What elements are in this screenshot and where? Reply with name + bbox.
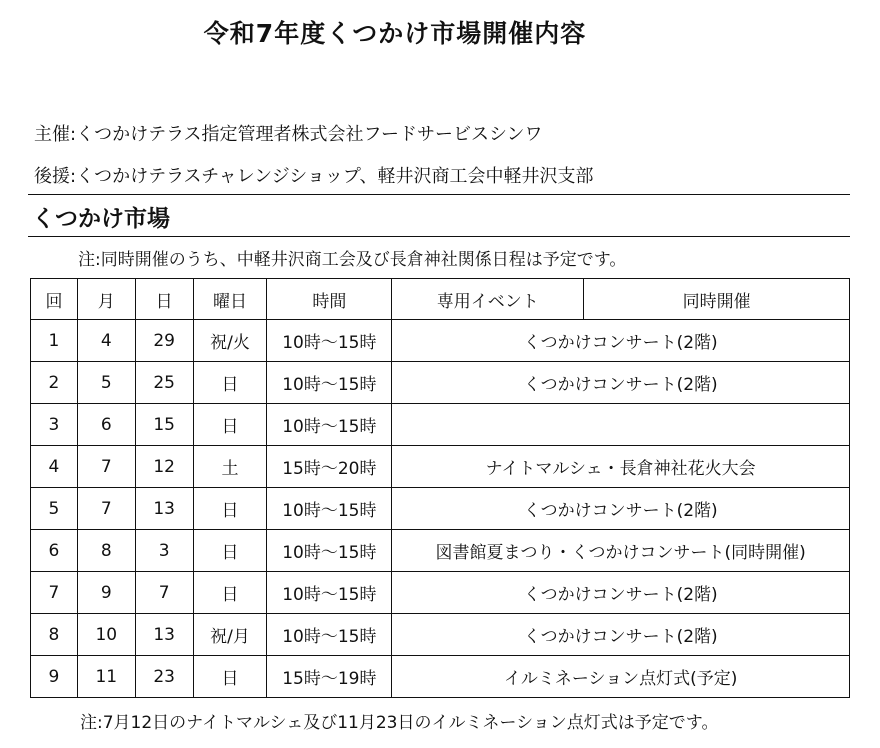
cell-weekday: 日 <box>193 572 267 614</box>
cell-note: くつかけコンサート(2階) <box>392 362 850 404</box>
cell-note: 図書館夏まつり・くつかけコンサート(同時開催) <box>392 530 850 572</box>
table-header-row <box>31 279 850 320</box>
cell-month: 11 <box>77 656 135 698</box>
cell-note: くつかけコンサート(2階) <box>392 572 850 614</box>
cell-time: 15時～20時 <box>267 446 392 488</box>
cell-day: 13 <box>135 614 193 656</box>
cell-weekday: 土 <box>193 446 267 488</box>
cell-time: 10時～15時 <box>267 404 392 446</box>
table-row <box>31 320 850 362</box>
cell-note: イルミネーション点灯式(予定) <box>392 656 850 698</box>
cell-weekday: 祝/月 <box>193 614 267 656</box>
table-row <box>31 572 850 614</box>
table-row <box>31 446 850 488</box>
header-month: 月 <box>77 279 135 320</box>
header-weekday: 曜日 <box>193 279 267 320</box>
organizer-line: 主催:くつかけテラス指定管理者株式会社フードサービスシンワ <box>34 124 543 145</box>
header-time: 時間 <box>267 279 392 320</box>
cell-round: 6 <box>31 530 78 572</box>
cell-time: 15時～19時 <box>267 656 392 698</box>
header-concurrent: 同時開催 <box>584 279 850 320</box>
section-divider-top <box>28 194 850 195</box>
cell-time: 10時～15時 <box>267 530 392 572</box>
cell-round: 5 <box>31 488 78 530</box>
cell-day: 23 <box>135 656 193 698</box>
cell-note: くつかけコンサート(2階) <box>392 488 850 530</box>
cell-weekday: 日 <box>193 488 267 530</box>
cell-round: 8 <box>31 614 78 656</box>
table-row <box>31 362 850 404</box>
cell-month: 5 <box>77 362 135 404</box>
cell-round: 1 <box>31 320 78 362</box>
section-heading: くつかけ市場 <box>32 206 170 232</box>
cell-day: 25 <box>135 362 193 404</box>
cell-round: 4 <box>31 446 78 488</box>
cell-round: 9 <box>31 656 78 698</box>
cell-weekday: 祝/火 <box>193 320 267 362</box>
cell-time: 10時～15時 <box>267 614 392 656</box>
cell-round: 7 <box>31 572 78 614</box>
cell-note: くつかけコンサート(2階) <box>392 320 850 362</box>
cell-weekday: 日 <box>193 656 267 698</box>
cell-day: 12 <box>135 446 193 488</box>
cell-month: 4 <box>77 320 135 362</box>
cell-month: 7 <box>77 488 135 530</box>
header-event: 専用イベント <box>392 279 584 320</box>
table-row <box>31 404 850 446</box>
cell-weekday: 日 <box>193 530 267 572</box>
table-row <box>31 530 850 572</box>
cell-weekday: 日 <box>193 362 267 404</box>
cell-weekday: 日 <box>193 404 267 446</box>
table-row <box>31 488 850 530</box>
cell-month: 10 <box>77 614 135 656</box>
cell-note: くつかけコンサート(2階) <box>392 614 850 656</box>
support-line: 後援:くつかけテラスチャレンジショップ、軽井沢商工会中軽井沢支部 <box>34 166 594 187</box>
cell-day: 3 <box>135 530 193 572</box>
header-round: 回 <box>31 279 78 320</box>
cell-day: 29 <box>135 320 193 362</box>
table-row <box>31 614 850 656</box>
cell-time: 10時～15時 <box>267 362 392 404</box>
schedule-table <box>30 278 850 698</box>
section-divider-bottom <box>28 236 850 237</box>
cell-month: 8 <box>77 530 135 572</box>
cell-month: 6 <box>77 404 135 446</box>
cell-time: 10時～15時 <box>267 488 392 530</box>
cell-day: 13 <box>135 488 193 530</box>
cell-round: 2 <box>31 362 78 404</box>
cell-round: 3 <box>31 404 78 446</box>
cell-time: 10時～15時 <box>267 572 392 614</box>
cell-month: 9 <box>77 572 135 614</box>
bottom-note: 注:7月12日のナイトマルシェ及び11月23日のイルミネーション点灯式は予定です。 <box>80 713 719 733</box>
header-day: 日 <box>135 279 193 320</box>
cell-note: ナイトマルシェ・長倉神社花火大会 <box>392 446 850 488</box>
table-row <box>31 656 850 698</box>
cell-day: 15 <box>135 404 193 446</box>
top-note: 注:同時開催のうち、中軽井沢商工会及び長倉神社関係日程は予定です。 <box>78 250 627 270</box>
cell-day: 7 <box>135 572 193 614</box>
cell-note <box>392 404 850 446</box>
cell-time: 10時～15時 <box>267 320 392 362</box>
page-title: 令和7年度くつかけ市場開催内容 <box>203 19 587 48</box>
cell-month: 7 <box>77 446 135 488</box>
